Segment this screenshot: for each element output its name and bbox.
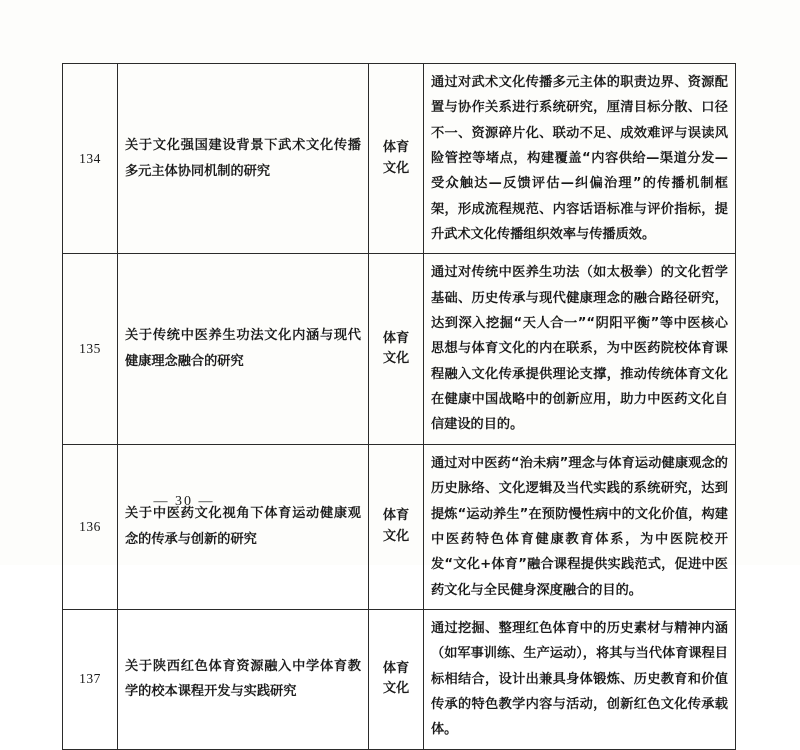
research-topics-table — [62, 63, 736, 750]
page-number — [62, 494, 736, 510]
row-category-line-1: 体育 — [382, 330, 410, 346]
row-category — [369, 64, 424, 254]
row-number: 137 — [63, 609, 118, 749]
row-category-line-2: 文化 — [382, 351, 410, 367]
row-description: 通过对武术文化传播多元主体的职责边界、资源配置与协作关系进行系统研究，厘清目标分散、口径不一、资源碎片化、联动不足、成效难评与误读风险管控等堵点，构建覆盖“内容供给—渠道分发—受众触达—反馈评估—纠偏治理”的传播机制框架，形成流程规范、内容话语标准与评价指标，提升武术文化传播组织效率与传播质效。 — [424, 64, 736, 254]
row-number: 136 — [63, 444, 118, 609]
row-category — [369, 254, 424, 444]
page-number-text: — 30 — — [153, 494, 215, 509]
row-category-line-2: 文化 — [382, 528, 410, 544]
row-title: 关于陕西红色体育资源融入中学体育教学的校本课程开发与实践研究 — [118, 609, 369, 749]
row-number: 134 — [63, 64, 118, 254]
table-row — [63, 609, 736, 749]
row-description: 通过对传统中医养生功法（如太极拳）的文化哲学基础、历史传承与现代健康理念的融合路径研究，达到深入挖掘“天人合一”“阴阳平衡”等中医核心思想与体育文化的内在联系，为中医药院校体育课程融入文化传承提供理论支撑，推动传统体育文化在健康中国战略中的创新应用，助力中医药文化自信建设的目的。 — [424, 254, 736, 444]
row-category — [369, 609, 424, 749]
row-title: 关于文化强国建设背景下武术文化传播多元主体协同机制的研究 — [118, 64, 369, 254]
row-category — [369, 444, 424, 609]
research-topics-table-wrapper — [62, 63, 736, 750]
row-category-line-1: 体育 — [382, 508, 410, 524]
row-description: 通过挖掘、整理红色体育中的历史素材与精神内涵（如军事训练、生产运动），将其与当代体育课程目标相结合，设计出兼具身体锻炼、历史教育和价值传承的特色教学内容与活动，创新红色文化传承载体。 — [424, 609, 736, 749]
table-row — [63, 254, 736, 444]
row-number: 135 — [63, 254, 118, 444]
row-category-line-1: 体育 — [382, 660, 410, 676]
row-description: 通过对中医药“治未病”理念与体育运动健康观念的历史脉络、文化逻辑及当代实践的系统研究，达到提炼“运动养生”在预防慢性病中的文化价值，构建中医药特色体育健康教育体系，为中医院校开发“文化+体育”融合课程提供实践范式，促进中医药文化与全民健身深度融合的目的。 — [424, 444, 736, 609]
row-category-line-2: 文化 — [382, 160, 410, 176]
row-category-line-1: 体育 — [382, 140, 410, 156]
row-title: 关于传统中医养生功法文化内涵与现代健康理念融合的研究 — [118, 254, 369, 444]
row-title: 关于中医药文化视角下体育运动健康观念的传承与创新的研究 — [118, 444, 369, 609]
table-row — [63, 444, 736, 609]
row-category-line-2: 文化 — [382, 681, 410, 697]
table-row — [63, 64, 736, 254]
